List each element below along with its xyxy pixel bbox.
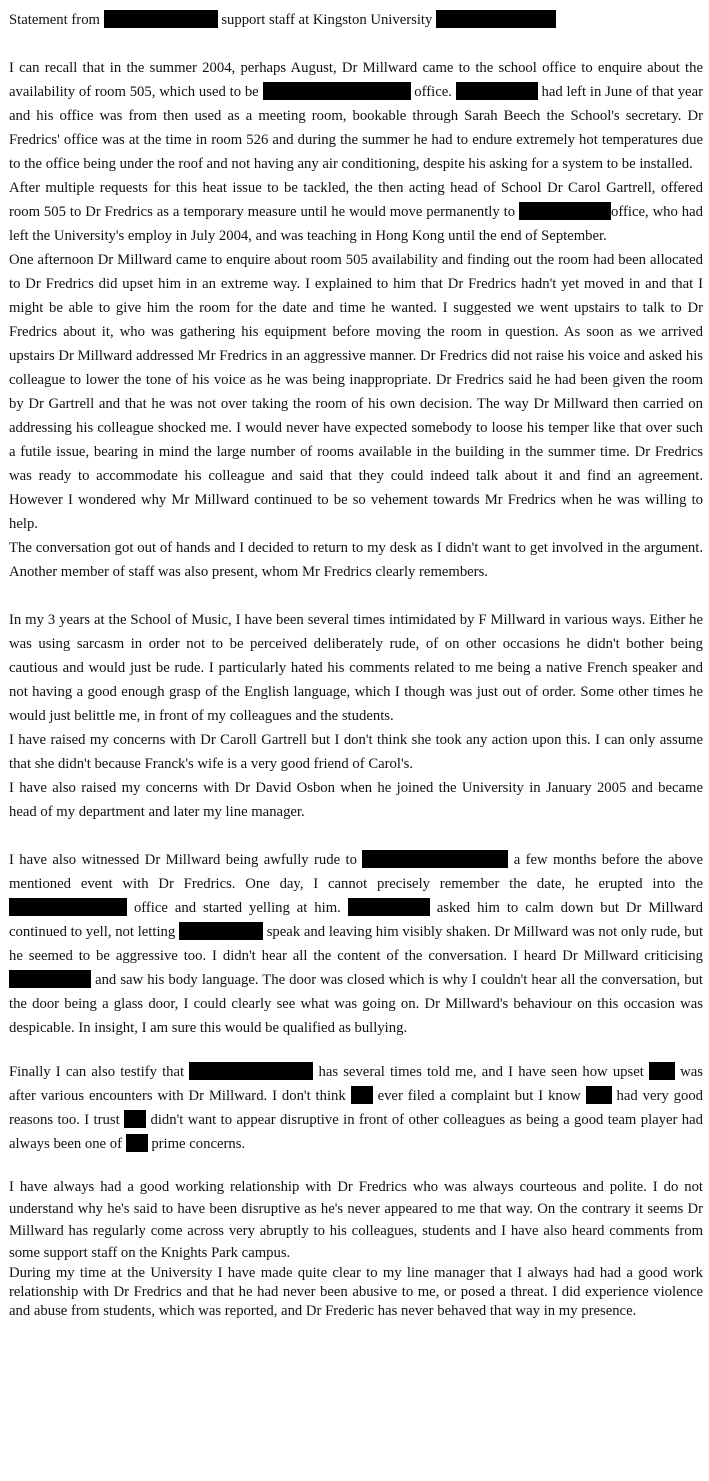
paragraph-heat-issue: After multiple requests for this heat issue to be tackled, the then acting head of School Dr Carol Gartrell, offered room 505 to Dr Fredrics as a temporary measure until he would move permanently to office, who had left the University's employ in July 2004, and was teaching in Hong Kong until the end of September.	[9, 180, 704, 244]
redaction-bar	[456, 82, 538, 100]
redaction-bar	[126, 1134, 148, 1152]
redaction-bar	[362, 850, 508, 868]
paragraph-concerns-osbon: I have also raised my concerns with Dr David Osbon when he joined the University in January 2005 and became head of my department and later my line manager.	[9, 780, 703, 820]
redaction-bar	[124, 1110, 146, 1128]
paragraph-intimidation: In my 3 years at the School of Music, I have been several times intimidated by F Millward in various ways. Either he was using sarcasm in order not to be perceived deliberately rude, of on other occasions he didn't bother being cautious and would just be rude. I particularly hated his comments related to me being a native French speaker and not having a good enough grasp of the English language, which I though was just out of order. Some other times he would just belittle me, in front of my colleagues and the students.	[9, 612, 703, 724]
statement-heading: Statement from support staff at Kingston University	[9, 8, 703, 32]
redaction-bar	[9, 970, 91, 988]
redaction-bar	[189, 1062, 313, 1080]
redaction-bar	[649, 1062, 675, 1080]
paragraph-room-505: I can recall that in the summer 2004, perhaps August, Dr Millward came to the school office to enquire about the availability of room 505, which used to be office. had left in June of that year and his office was from then used as a meeting room, bookable through Sarah Beech the School's secretary. Dr Fredrics' office was at the time in room 526 and during the summer he had to endure extremely hot temperatures due to the office being under the roof and not having any air conditioning, despite his asking for a system to be installed.	[9, 60, 703, 172]
paragraph-testimony: Finally I can also testify that has several times told me, and I have seen how upset was after various encounters with Dr Millward. I don't think ever filed a complaint but I know had very good reasons too. I trust didn't want to appear disruptive in front of other colleagues as being a good team player had always been one of prime concerns.	[9, 1064, 704, 1152]
redaction-bar	[263, 82, 411, 100]
redaction-bar	[586, 1086, 612, 1104]
redaction-bar	[104, 10, 218, 28]
redaction-bar	[179, 922, 263, 940]
paragraph-line-manager: During my time at the University I have made quite clear to my line manager that I always had had a good work relationship with Dr Fredrics and that he had never been abusive to me, or posed a threat. I did experience violence and abuse from students, which was reported, and Dr Frederic has never behaved that way in my presence.	[9, 1265, 703, 1319]
paragraph-conversation: The conversation got out of hands and I decided to return to my desk as I didn't want to get involved in the argument. Another member of staff was also present, whom Mr Fredrics clearly remembers.	[9, 540, 703, 580]
paragraph-concerns-gartrell: I have raised my concerns with Dr Caroll Gartrell but I don't think she took any action upon this. I can only assume that she didn't because Franck's wife is a very good friend of Carol's.	[9, 732, 703, 772]
paragraph-working-relationship: I have always had a good working relationship with Dr Fredrics who was always courteous and polite. I do not understand why he's said to have been disruptive as he's never appeared to me that way. On the contrary it seems Dr Millward has regularly come across very abruptly to his colleagues, students and I have also heard comments from some support staff on the Knights Park campus.	[9, 1179, 703, 1261]
redaction-bar	[351, 1086, 373, 1104]
paragraph-incident: One afternoon Dr Millward came to enquire about room 505 availability and finding out the room had been allocated to Dr Fredrics did upset him in an extreme way. I explained to him that Dr Fredrics hadn't yet moved in and that I might be able to give him the room for the date and time he wanted. I suggested we went upstairs to talk to Dr Fredrics about it, who was gathering his equipment before moving the room in question. As soon as we arrived upstairs Dr Millward addressed Mr Fredrics in an aggressive manner. Dr Fredrics did not raise his voice and asked his colleague to lower the tone of his voice as he was being inappropriate. Dr Fredrics said he had been given the room by Dr Gartrell and that he was not over taking the room of his own decision. The way Dr Millward then carried on addressing his colleague shocked me. I would never have expected somebody to loose his temper like that over such a futile issue, bearing in mind the large number of rooms available in the building in the summer time. Dr Fredrics was ready to accommodate his colleague and said that they could indeed talk about it and find an agreement. However I wondered why Mr Millward continued to be so vehement towards Mr Fredrics when he was willing to help.	[9, 252, 703, 532]
paragraph-witnessed-rudeness: I have also witnessed Dr Millward being awfully rude to a few months before the above mentioned event with Dr Fredrics. One day, I cannot precisely remember the date, he erupted into the office and started yelling at him. asked him to calm down but Dr Millward continued to yell, not letting speak and leaving him visibly shaken. Dr Millward was not only rude, but he seemed to be aggressive too. I didn't hear all the content of the conversation. I heard Dr Millward criticising and saw his body language. The door was closed which is why I couldn't hear all the conversation, but the door being a glass door, I could clearly see what was going on. Dr Millward's behaviour on this occasion was despicable. In insight, I am sure this would be qualified as bullying.	[9, 852, 704, 1036]
redaction-bar	[348, 898, 430, 916]
redaction-bar	[436, 10, 556, 28]
redaction-bar	[9, 898, 127, 916]
redaction-bar	[519, 202, 611, 220]
